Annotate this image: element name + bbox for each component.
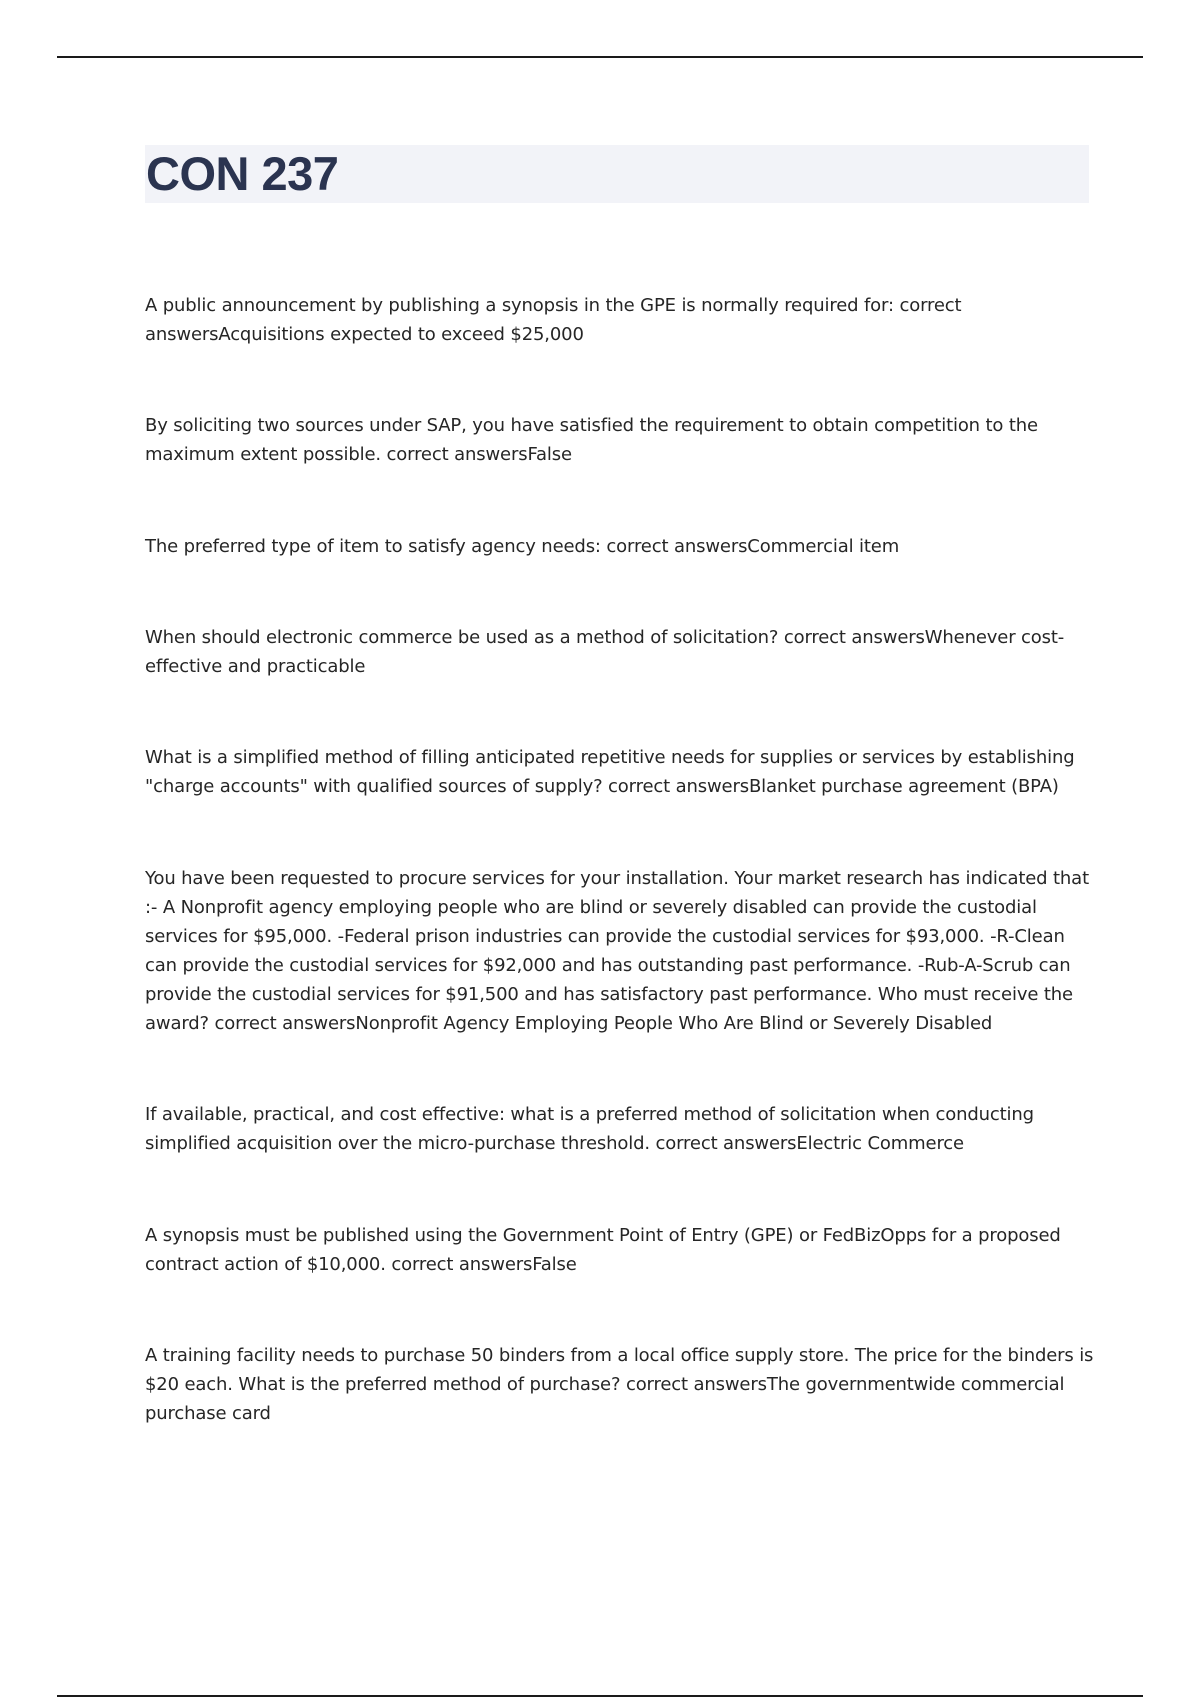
answer-text: The governmentwide commercial purchase card — [145, 1374, 1065, 1424]
qa-item — [145, 864, 1095, 1038]
answer-text: Blanket purchase agreement (BPA) — [748, 776, 1059, 797]
qa-item — [145, 743, 1095, 801]
bottom-rule — [57, 1695, 1143, 1697]
answer-text: Acquisitions expected to exceed $25,000 — [218, 324, 584, 345]
answer-text: Whenever cost-effective and practicable — [145, 627, 1065, 677]
qa-item — [145, 411, 1095, 469]
question-text: If available, practical, and cost effective: what is a preferred method of solicitation when conducting simplified acquisition over the micro-purchase threshold. correct answers — [145, 1104, 1034, 1154]
page-title: CON 237 — [146, 147, 339, 200]
qa-item — [145, 1221, 1095, 1279]
answer-text: False — [527, 444, 572, 465]
qa-item — [145, 1341, 1095, 1428]
question-text: A synopsis must be published using the Government Point of Entry (GPE) or FedBizOpps for a proposed contract action of $10,000. correct answers — [145, 1225, 1061, 1275]
top-rule — [57, 56, 1143, 58]
question-text: What is a simplified method of filling anticipated repetitive needs for supplies or services by establishing "charge accounts" with qualified sources of supply? correct answers — [145, 747, 1075, 797]
question-text: By soliciting two sources under SAP, you have satisfied the requirement to obtain competition to the maximum extent possible. correct answers — [145, 415, 1038, 465]
answer-text: Nonprofit Agency Employing People Who Are Blind or Severely Disabled — [355, 1013, 993, 1034]
answer-text: False — [532, 1254, 577, 1275]
question-text: The preferred type of item to satisfy agency needs: correct answers — [145, 536, 748, 557]
qa-item — [145, 532, 1095, 561]
question-text: When should electronic commerce be used as a method of solicitation? correct answers — [145, 627, 925, 648]
answer-text: Commercial item — [747, 536, 900, 557]
question-text: You have been requested to procure services for your installation. Your market research has indicated that :- A Nonprofit agency employing people who are blind or severely disabled can provide the custodial services for $95,000. -Federal prison industries can provide the custodial services for $93,000. -R-Clean can provide the custodial services for $92,000 and has outstanding past performance. -Rub-A-Scrub can provide the custodial services for $91,500 and has satisfactory past performance. Who must receive the award? correct answers — [145, 868, 1089, 1034]
qa-item — [145, 623, 1095, 681]
answer-text: Electric Commerce — [796, 1133, 964, 1154]
question-text: A training facility needs to purchase 50 binders from a local office supply store. The price for the binders is $20 each. What is the preferred method of purchase? correct answers — [145, 1345, 1094, 1395]
question-text: A public announcement by publishing a synopsis in the GPE is normally required for: correct answers — [145, 295, 962, 345]
qa-item — [145, 291, 1095, 349]
qa-item — [145, 1100, 1095, 1158]
